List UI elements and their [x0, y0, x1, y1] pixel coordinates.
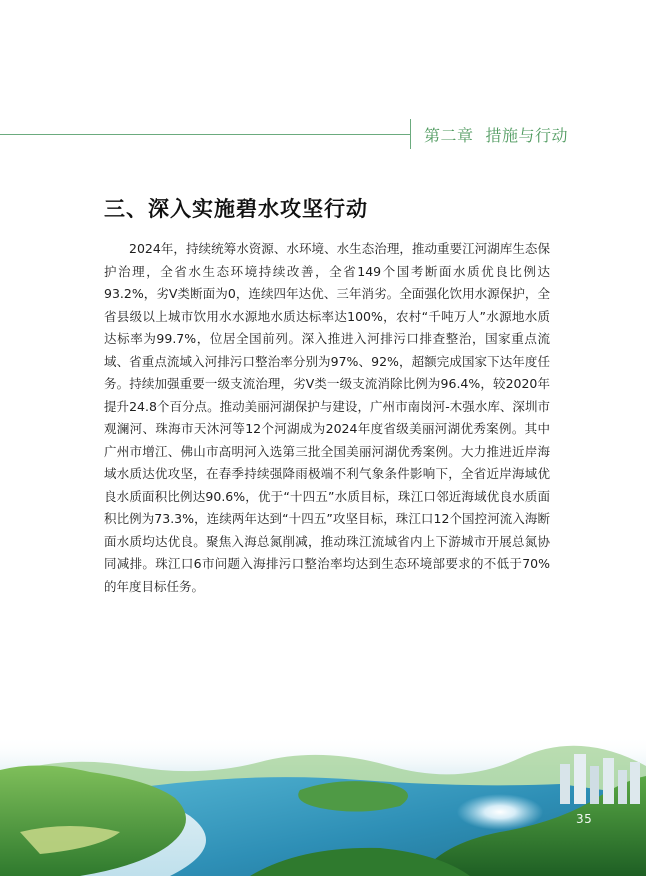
chapter-heading — [424, 123, 568, 146]
body-paragraph: 2024年，持续统筹水资源、水环境、水生态治理，推动重要江河湖库生态保护治理，全省水生态环境持续改善，全省149个国考断面水质优良比例达93.2%，劣V类断面为0，连续四年达优、三年消劣。全面强化饮用水源保护，全省县级以上城市饮用水水源地水质达标率达100%，农村“千吨万人”水源地水质达标率为99.7%，位居全国前列。深入推进入河排污口排查整治，国家重点流域、省重点流域入河排污口整治率分别为97%、92%，超额完成国家下达年度任务。持续加强重要一级支流治理，劣V类一级支流消除比例为96.4%，较2020年提升24.8个百分点。推动美丽河湖保护与建设，广州市南岗河-木强水库、深圳市观澜河、珠海市天沐河等12个河湖成为2024年度省级美丽河湖优秀案例。其中广州市增江、佛山市高明河入选第三批全国美丽河湖优秀案例。大力推进近岸海域水质达优攻坚，在春季持续强降雨极端不利气象条件影响下，全省近岸海域优良水质面积比例达90.6%，优于“十四五”水质目标，珠江口邻近海域优良水质面积比例为73.3%，连续两年达到“十四五”攻坚目标，珠江口12个国控河流入海断面水质均达优良。聚焦入海总氮削减，推动珠江流域省内上下游城市开展总氮协同减排。珠江口6市问题入海排污口整治率均达到生态环境部要求的不低于70%的年度目标任务。 — [104, 241, 550, 594]
page-number: 35 — [576, 812, 593, 826]
header-rule-line — [0, 134, 410, 135]
chapter-number: 第二章 — [424, 126, 474, 145]
landscape-illustration — [0, 736, 646, 876]
header-rule-divider — [410, 119, 411, 149]
section-title: 三、深入实施碧水攻坚行动 — [104, 196, 368, 221]
chapter-title: 措施与行动 — [485, 126, 569, 145]
